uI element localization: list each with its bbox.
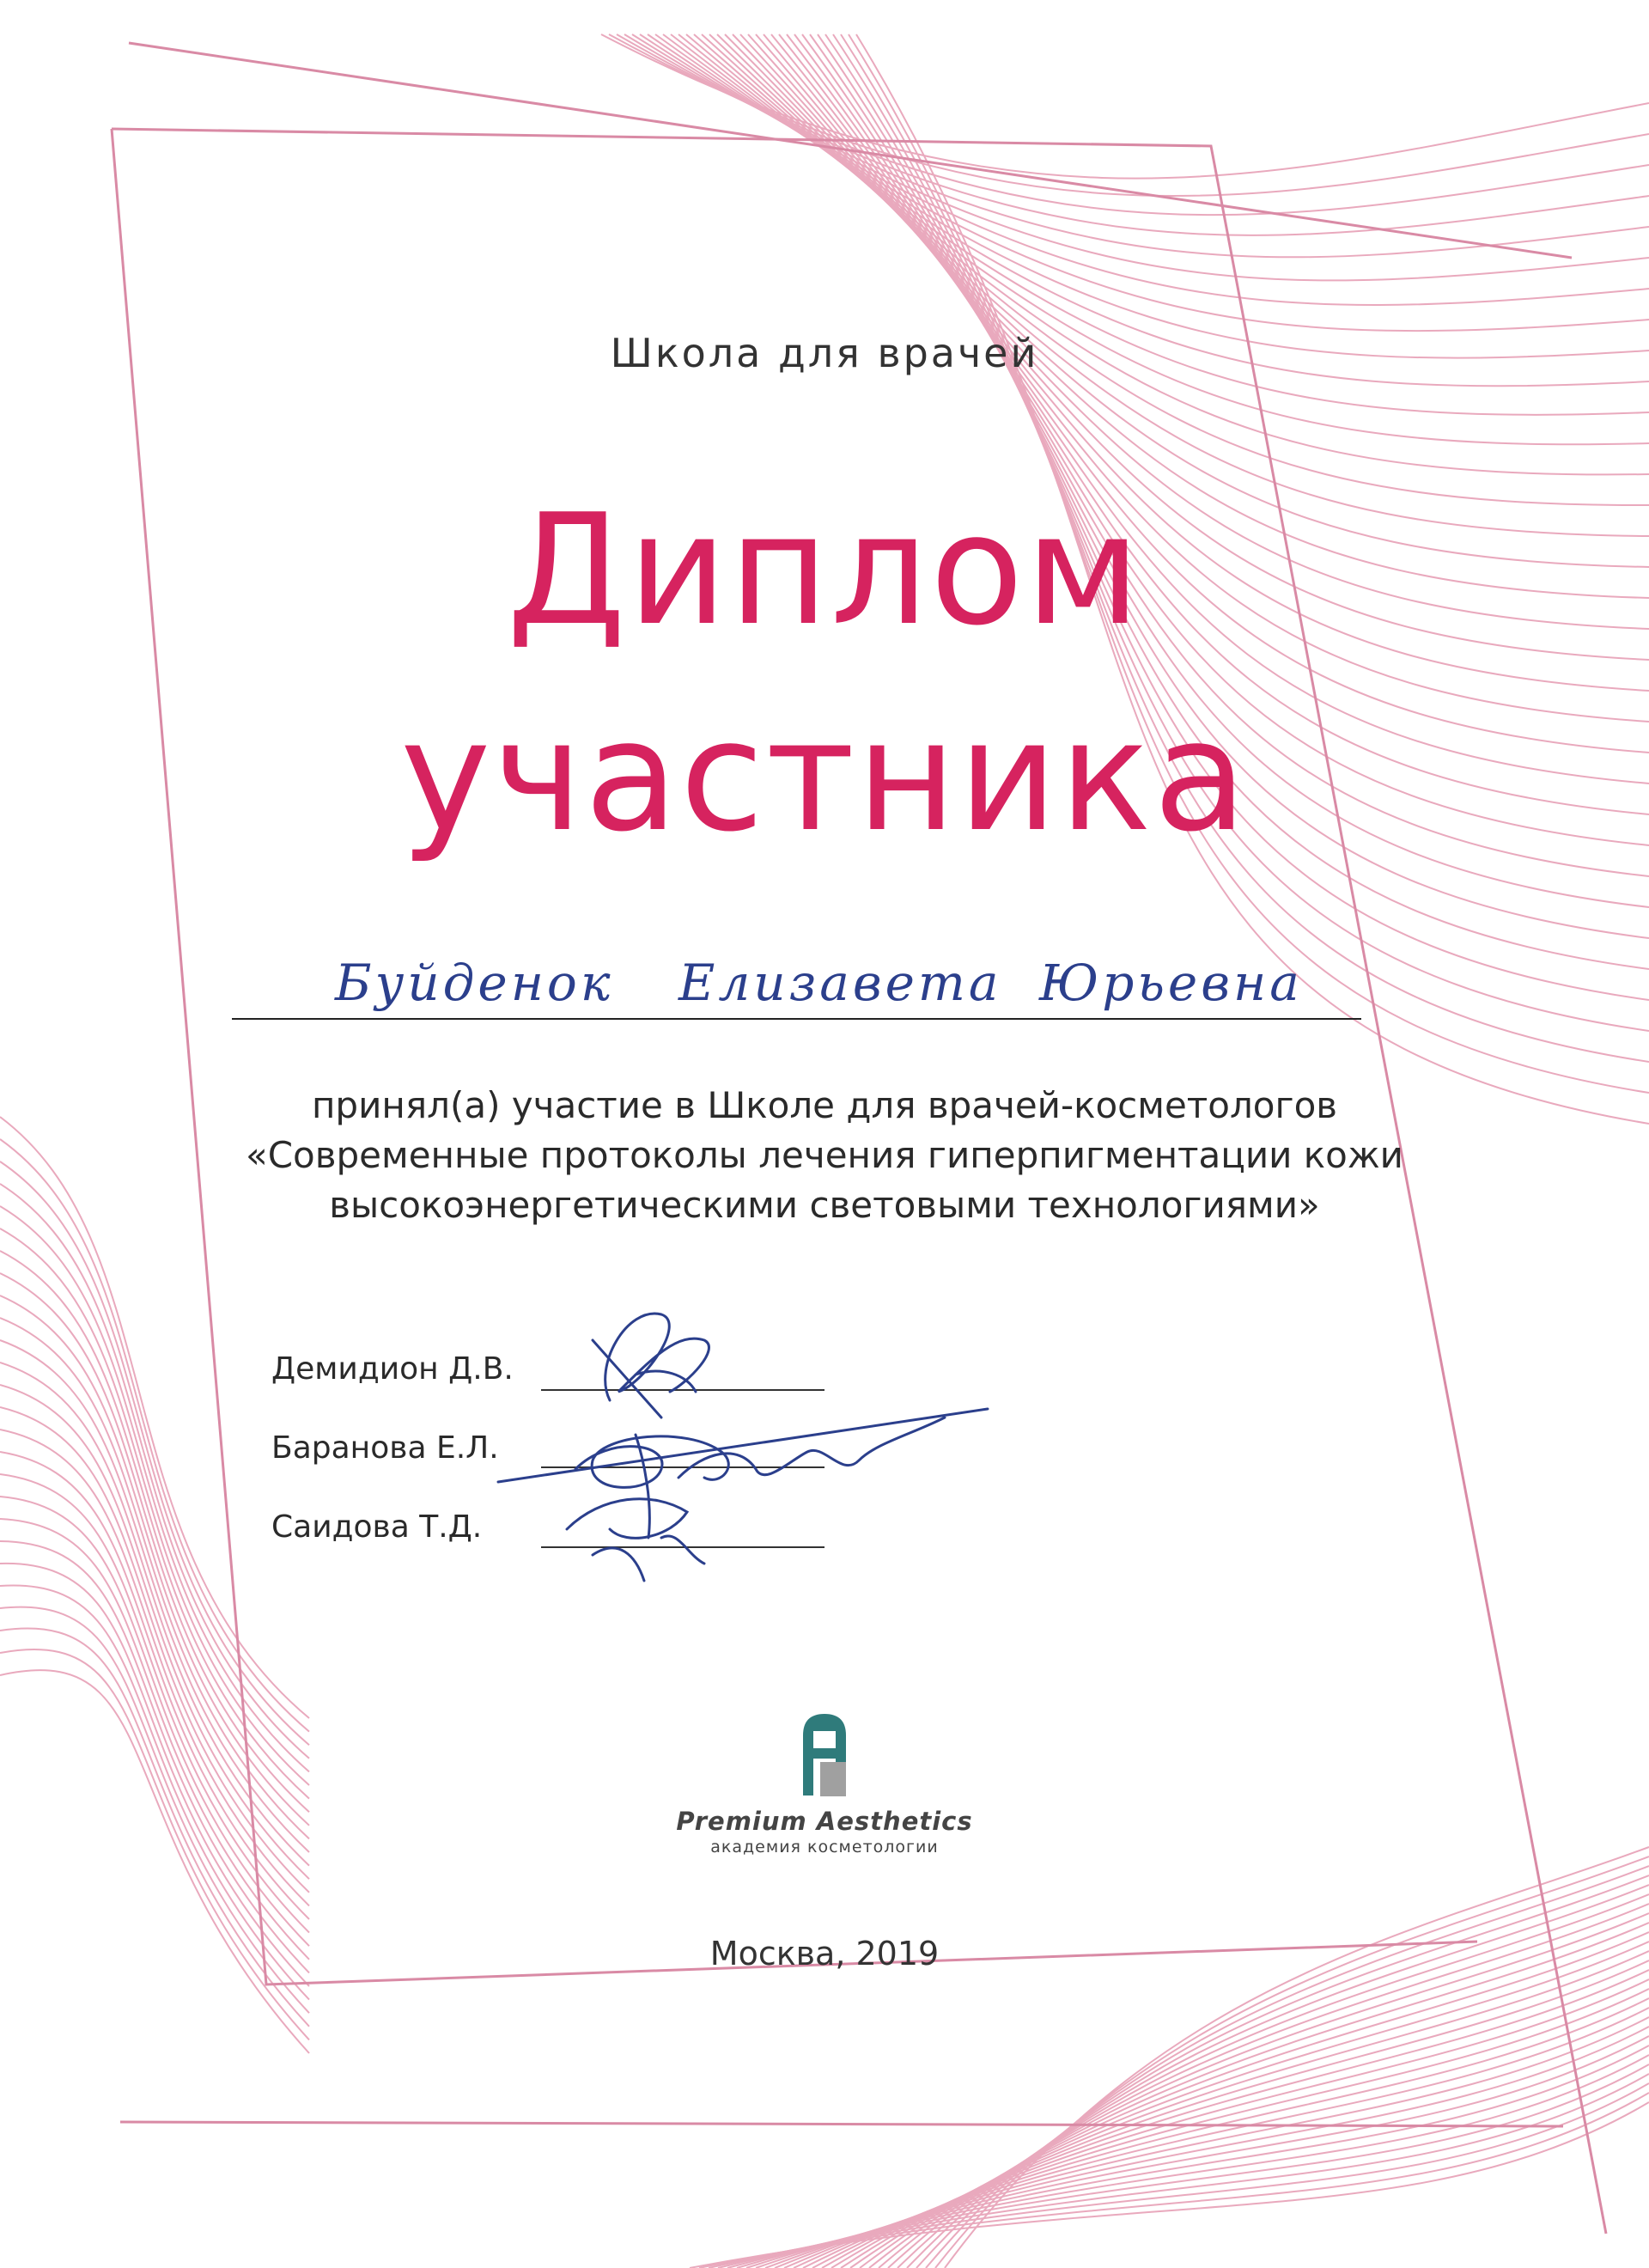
academy-logo bbox=[670, 1705, 979, 1856]
decor-wave-line bbox=[709, 34, 1649, 536]
decor-wave-line bbox=[0, 1541, 309, 1972]
decor-wave-line bbox=[686, 34, 1649, 444]
participation-line3: высокоэнергетическими световыми технологиями» bbox=[329, 1184, 1320, 1226]
recipient-patronymic: Юрьевна bbox=[1039, 954, 1303, 1012]
signatory-name-3: Саидова Т.Д. bbox=[271, 1509, 483, 1545]
recipient-surname: Буйденок bbox=[335, 954, 614, 1012]
handwritten-signatures bbox=[464, 1280, 1013, 1606]
decor-wave-line bbox=[0, 1318, 309, 1838]
recipient-name-underline bbox=[232, 1018, 1361, 1020]
school-subtitle: Школа для врачей bbox=[610, 330, 1039, 376]
diploma-title-line2: участника bbox=[400, 687, 1249, 865]
logo-brand-name: Premium Aesthetics bbox=[676, 1807, 973, 1836]
decor-wave-line bbox=[0, 1273, 309, 1812]
place-and-year: Москва, 2019 bbox=[709, 1935, 940, 1972]
decor-wave-line bbox=[699, 2093, 1649, 2268]
participation-line2: «Современные протоколы лечения гиперпигментации кожи bbox=[246, 1134, 1403, 1176]
decor-wave-line bbox=[655, 34, 1649, 331]
decor-wave-line bbox=[0, 1296, 309, 1826]
participation-line1: принял(а) участие в Школе для врачей-косметологов bbox=[311, 1084, 1338, 1126]
decor-wave-line bbox=[0, 1649, 309, 2039]
premium-aesthetics-logo-icon bbox=[786, 1705, 863, 1800]
decor-wave-line bbox=[624, 34, 1649, 235]
decor-wave-line bbox=[640, 34, 1649, 280]
recipient-first-name: Елизавета bbox=[678, 954, 1002, 1012]
decor-wave-line bbox=[609, 34, 1649, 196]
signatory-name-2: Баранова Е.Л. bbox=[271, 1430, 499, 1466]
participation-text bbox=[0, 1081, 1649, 1230]
diploma-title-line1: Диплом bbox=[506, 481, 1143, 659]
logo-subtitle: академия косметологии bbox=[710, 1838, 939, 1856]
decor-wave-line bbox=[0, 1251, 309, 1799]
signatory-name-1: Демидион Д.В. bbox=[271, 1351, 514, 1387]
